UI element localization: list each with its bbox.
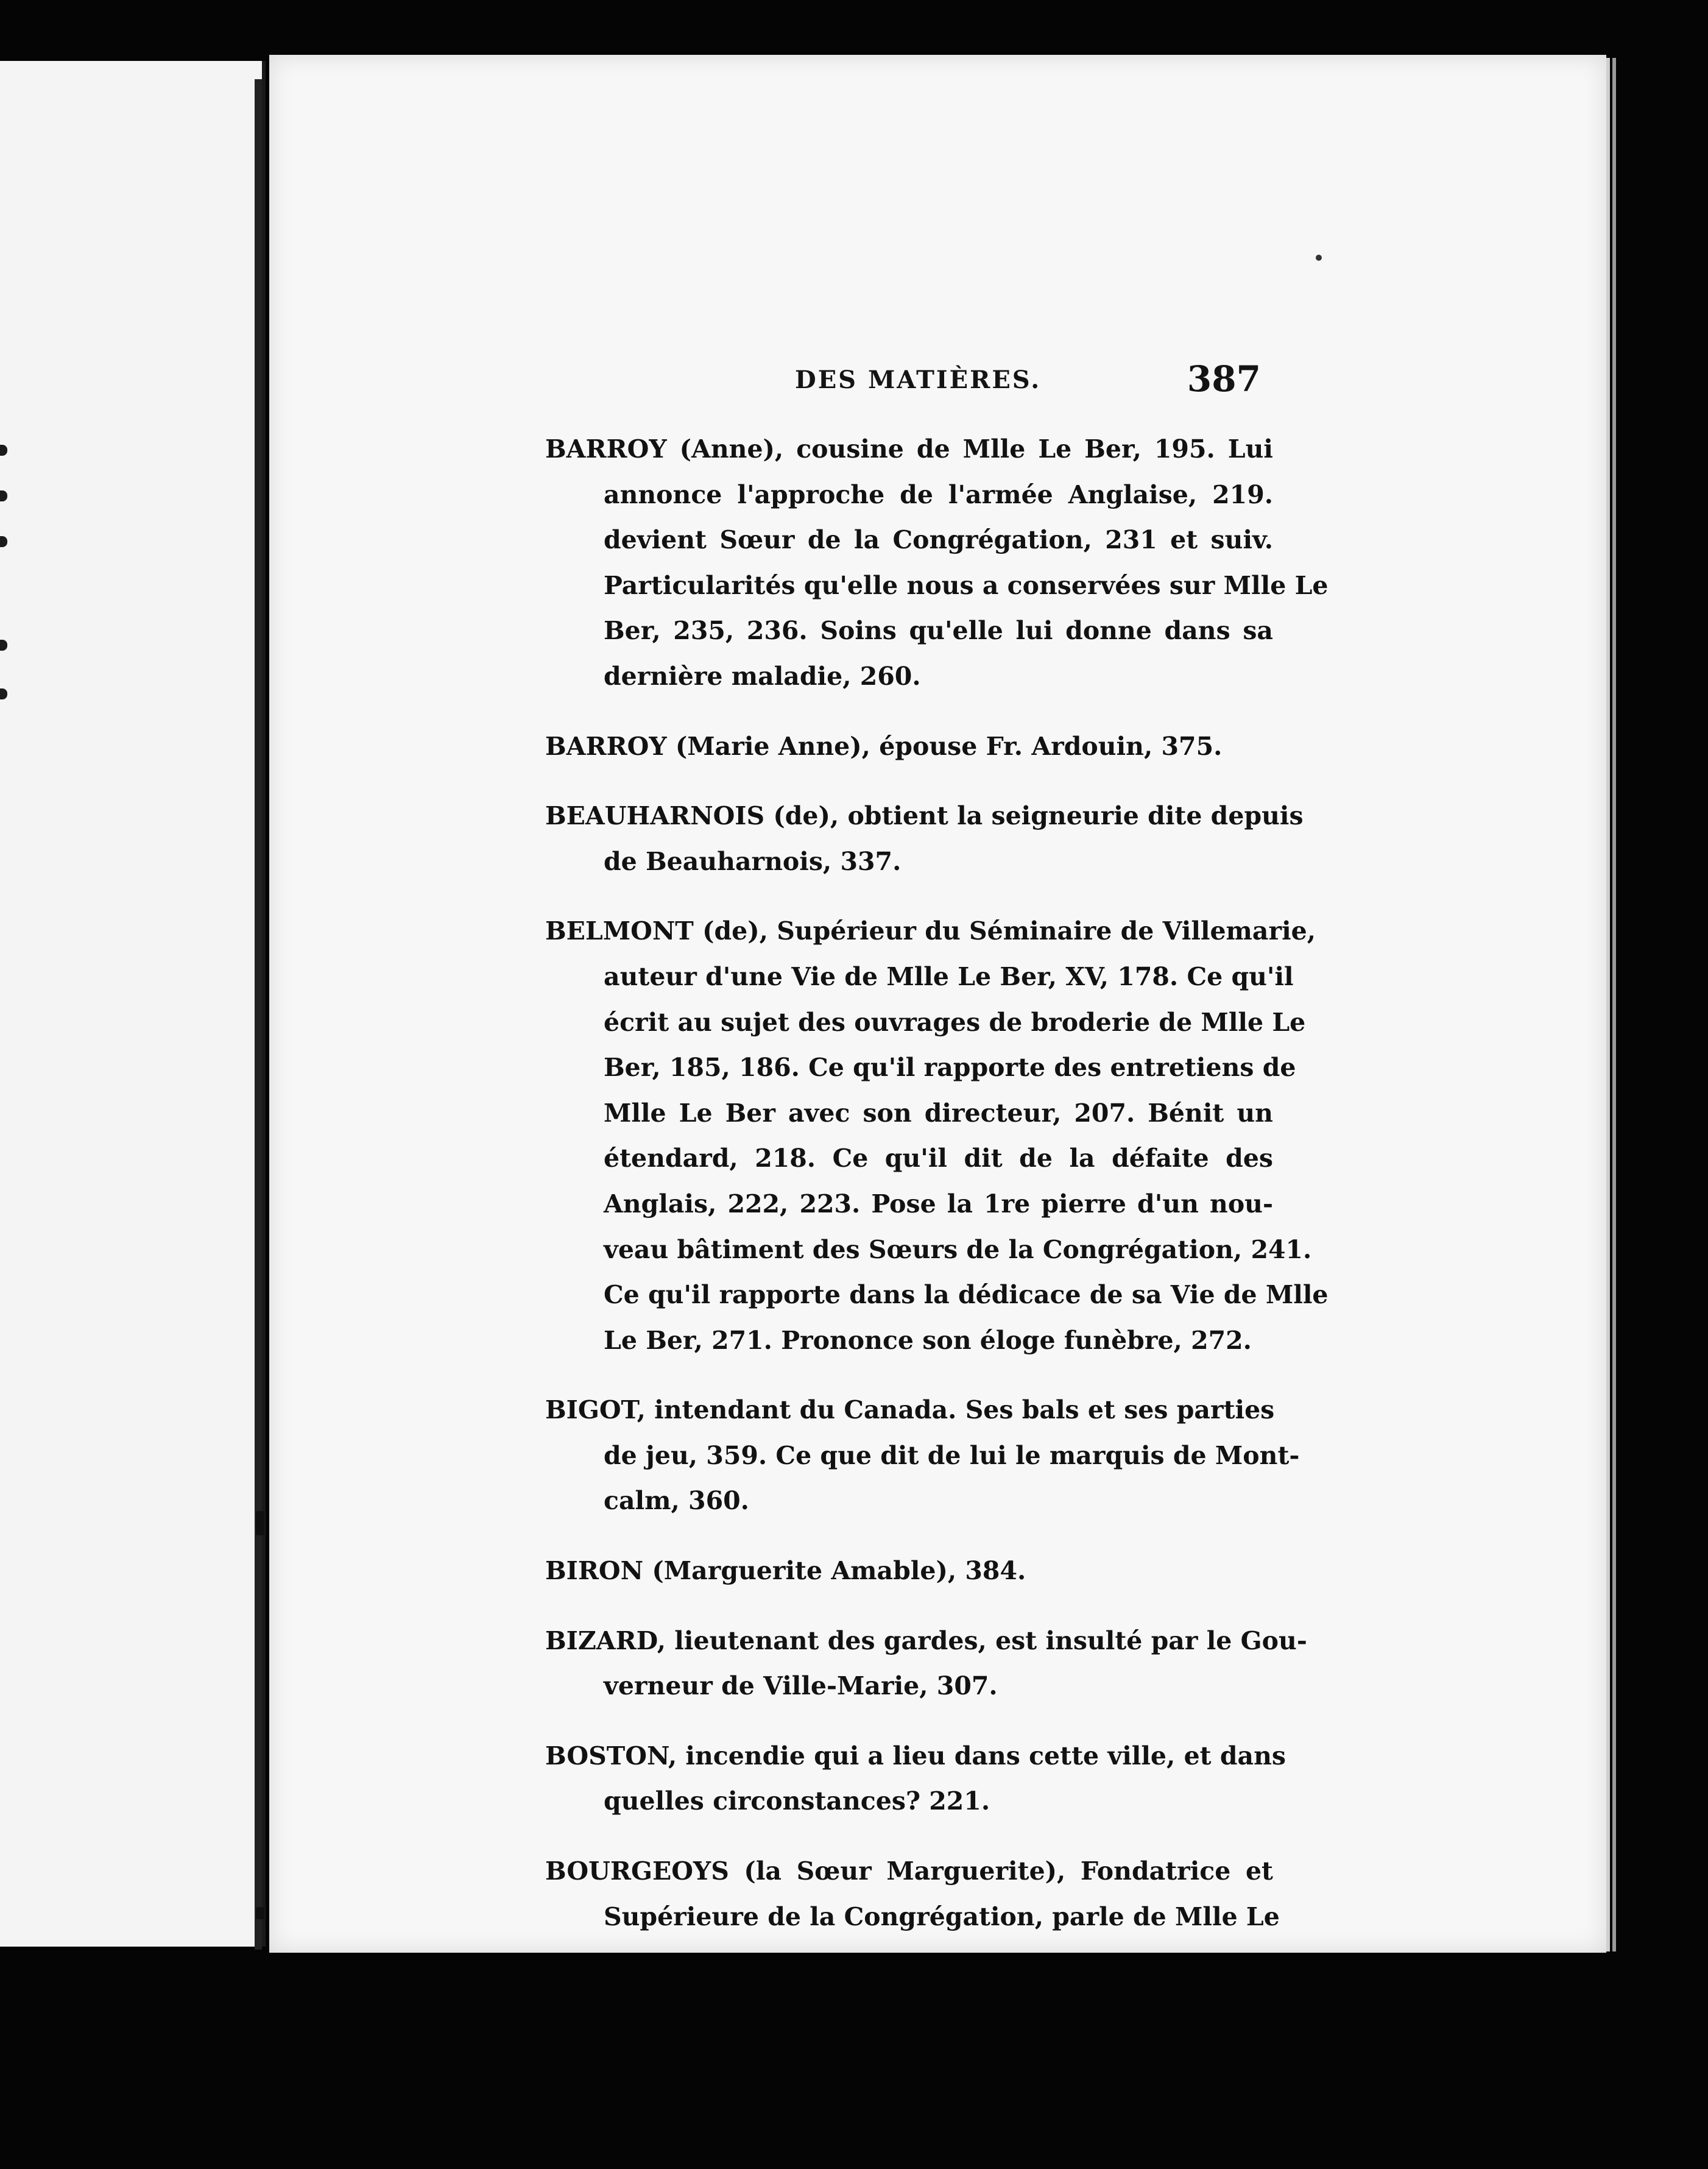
gutter-mark [256,1907,264,1919]
page-header [521,358,1261,407]
index-column [545,426,1329,1939]
entry-line: BELMONT (de), Supérieur du Séminaire de Villemarie, [545,916,1316,946]
entry-line: verneur de Ville-Marie, 307. [604,1671,998,1701]
entry-line: Ber, 235, 236. Soins qu'elle lui donne dans sa [604,616,1273,646]
entry-line: Supérieure de la Congrégation, parle de Mlle Le [604,1902,1280,1931]
entry-line: Le Ber, 271. Prononce son éloge funèbre, 272. [604,1325,1252,1355]
index-entry [545,908,1329,1363]
gutter-mark [256,1511,264,1535]
running-head: DES MATIÈRES. [795,366,1042,394]
entry-line: Particularités qu'elle nous a conservées sur Mlle Le [604,570,1329,600]
entry-line: quelles circonstances? 221. [604,1786,990,1816]
entry-line: BEAUHARNOIS (de), obtient la seigneurie dite depuis [545,801,1304,831]
entry-line: de Beauharnois, 337. [604,846,902,876]
entry-line: BOURGEOYS (la Sœur Marguerite), Fondatrice et [545,1856,1273,1886]
entry-line: étendard, 218. Ce qu'il dit de la défaite des [604,1144,1273,1173]
entry-line: BIRON (Marguerite Amable), 384. [545,1556,1026,1586]
entry-line: BOSTON, incendie qui a lieu dans cette ville, et dans [545,1741,1286,1771]
entry-line: veau bâtiment des Sœurs de la Congrégation, 241. [604,1234,1312,1264]
entry-line: Mlle Le Ber avec son directeur, 207. Bénit un [604,1098,1273,1128]
entry-line: auteur d'une Vie de Mlle Le Ber, XV, 178. Ce qu'il [604,961,1294,991]
entry-line: BIZARD, lieutenant des gardes, est insulté par le Gou- [545,1626,1307,1655]
index-entry [545,1849,1280,1939]
entry-line: Ce qu'il rapporte dans la dédicace de sa Vie de Mlle [604,1280,1329,1310]
speck [1316,255,1322,261]
index-entry [545,426,1329,699]
index-entry [545,1548,1273,1594]
page-number: 387 [1187,358,1261,400]
index-entry [545,793,1304,884]
entry-line: devient Sœur de la Congrégation, 231 et suiv. [604,525,1273,555]
entry-line: écrit au sujet des ouvrages de broderie de Mlle Le [604,1007,1306,1037]
index-entry [545,1733,1286,1824]
index-entry [545,724,1273,770]
page-edge-stack [1606,58,1610,1951]
index-entry [545,1387,1300,1524]
entry-line: Anglais, 222, 223. Pose la 1re pierre d'un nou- [604,1189,1273,1219]
page-edge-stack [1612,58,1616,1951]
entry-line: BIGOT, intendant du Canada. Ses bals et ses parties [545,1395,1275,1425]
entry-line: de jeu, 359. Ce que dit de lui le marquis de Mont- [604,1440,1300,1470]
facing-page-edge [0,61,266,1947]
index-entry [545,1618,1307,1709]
gutter-binding [255,79,262,1950]
entry-line: BARROY (Anne), cousine de Mlle Le Ber, 195. Lui [545,434,1273,464]
entry-line: annonce l'approche de l'armée Anglaise, 219. [604,479,1273,509]
entry-line: BARROY (Marie Anne), épouse Fr. Ardouin, 375. [545,731,1223,761]
entry-line: Ber, 185, 186. Ce qu'il rapporte des entretiens de [604,1053,1296,1083]
entry-line: calm, 360. [604,1486,749,1516]
entry-line: dernière maladie, 260. [604,661,921,691]
